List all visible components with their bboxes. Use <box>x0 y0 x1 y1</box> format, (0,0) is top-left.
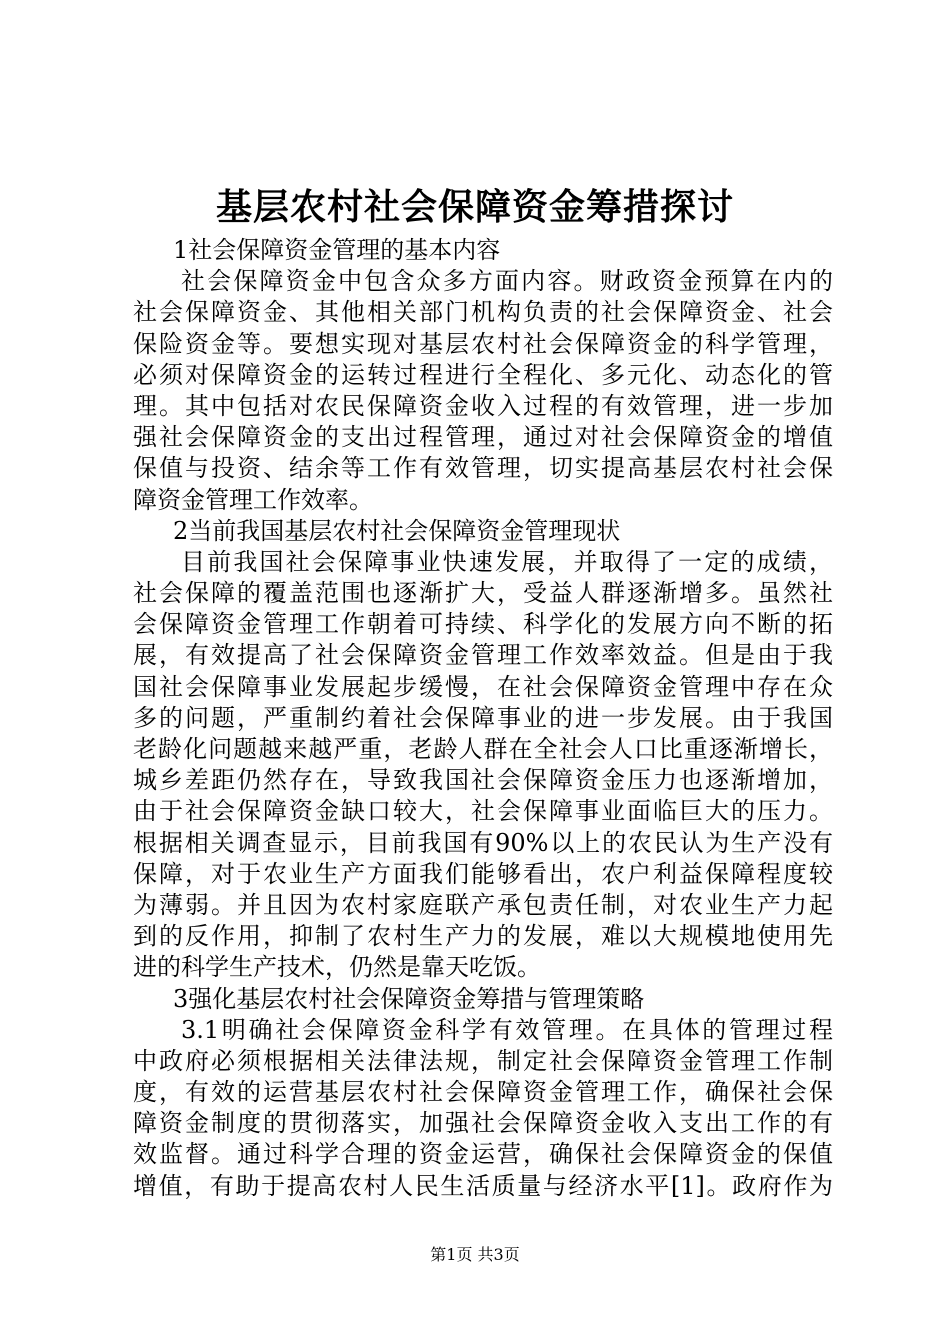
paragraph-line: 理。其中包括对农民保障资金收入过程的有效管理，进一步加 <box>133 391 833 420</box>
paragraph-line: 社会保障资金中包含众多方面内容。财政资金预算在内的 <box>181 267 833 296</box>
paragraph-line: 度，有效的运营基层农村社会保障资金管理工作，确保社会保 <box>133 1078 833 1107</box>
paragraph-line: 社会保障的覆盖范围也逐渐扩大，受益人群逐渐增多。虽然社 <box>133 579 833 608</box>
paragraph-line: 保险资金等。要想实现对基层农村社会保障资金的科学管理， <box>133 329 833 358</box>
paragraph-line: 多的问题，严重制约着社会保障事业的进一步发展。由于我国 <box>133 703 833 732</box>
paragraph-line: 进的科学生产技术，仍然是靠天吃饭。 <box>133 953 541 982</box>
paragraph-line: 增值，有助于提高农村人民生活质量与经济水平[1]。政府作为 <box>133 1171 833 1200</box>
paragraph-line: 会保障资金管理工作朝着可持续、科学化的发展方向不断的拓 <box>133 610 833 639</box>
paragraph-line: 根据相关调查显示，目前我国有90%以上的农民认为生产没有 <box>133 828 833 857</box>
paragraph-line: 城乡差距仍然存在，导致我国社会保障资金压力也逐渐增加， <box>133 766 833 795</box>
paragraph-line: 3.1明确社会保障资金科学有效管理。在具体的管理过程 <box>181 1015 833 1044</box>
paragraph-line: 老龄化问题越来越严重，老龄人群在全社会人口比重逐渐增长， <box>133 735 833 763</box>
paragraph-line: 展，有效提高了社会保障资金管理工作效率效益。但是由于我 <box>133 641 833 670</box>
paragraph-line: 为薄弱。并且因为农村家庭联产承包责任制，对农业生产力起 <box>133 890 833 919</box>
section-heading: 3强化基层农村社会保障资金筹措与管理策略 <box>173 984 645 1013</box>
document-title: 基层农村社会保障资金筹措探讨 <box>215 186 734 228</box>
paragraph-line: 保障，对于农业生产方面我们能够看出，农户利益保障程度较 <box>133 859 833 888</box>
paragraph-line: 国社会保障事业发展起步缓慢，在社会保障资金管理中存在众 <box>133 672 833 701</box>
paragraph-line: 由于社会保障资金缺口较大，社会保障事业面临巨大的压力。 <box>133 797 833 826</box>
paragraph-line: 到的反作用，抑制了农村生产力的发展，难以大规模地使用先 <box>133 922 833 951</box>
paragraph-line: 目前我国社会保障事业快速发展，并取得了一定的成绩， <box>181 547 833 576</box>
paragraph-line: 中政府必须根据相关法律法规，制定社会保障资金管理工作制 <box>133 1046 833 1075</box>
paragraph-line: 必须对保障资金的运转过程进行全程化、多元化、动态化的管 <box>133 360 833 389</box>
paragraph-line: 障资金管理工作效率。 <box>133 485 373 514</box>
paragraph-line: 强社会保障资金的支出过程管理，通过对社会保障资金的增值 <box>133 423 833 452</box>
document-body <box>133 235 833 1202</box>
section-heading: 2当前我国基层农村社会保障资金管理现状 <box>173 516 621 545</box>
page-footer: 第1页 共3页 <box>430 1245 520 1264</box>
paragraph-line: 效监督。通过科学合理的资金运营，确保社会保障资金的保值 <box>133 1140 833 1169</box>
paragraph-line: 保值与投资、结余等工作有效管理，切实提高基层农村社会保 <box>133 454 833 483</box>
section-heading: 1社会保障资金管理的基本内容 <box>173 236 501 264</box>
paragraph-line: 社会保障资金、其他相关部门机构负责的社会保障资金、社会 <box>133 298 833 327</box>
paragraph-line: 障资金制度的贯彻落实，加强社会保障资金收入支出工作的有 <box>133 1109 833 1138</box>
